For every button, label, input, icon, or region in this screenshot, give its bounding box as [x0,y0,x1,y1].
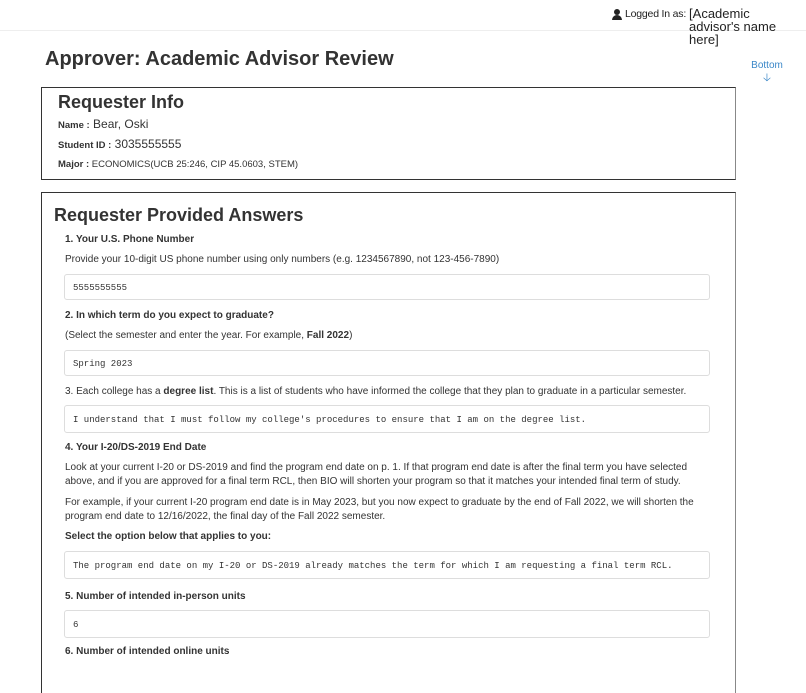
name-row [58,117,148,131]
student-id-value: 3035555555 [114,137,182,151]
q5-in-person-units-field[interactable]: 6 [64,610,710,638]
bottom-link-label: Bottom [751,60,783,71]
name-label: Name : [58,120,90,131]
major-value: ECONOMICS(UCB 25:246, CIP 45.0603, STEM) [91,159,299,170]
arrow-down-icon: 🡣 [763,72,771,84]
name-value: Bear, Oski [93,117,149,131]
q2-term-field[interactable]: Spring 2023 [64,350,710,376]
q4-para2: For example, if your current I-20 program end date is in May 2023, but you now expect to graduate by the end of Fall 2022, we will shorten the program end date to 12/16/2022, the final day of the Fall 2022 semester. [65,497,694,522]
q3-title-suffix: . This is a list of students who have informed the college that they plan to graduate in a particular semester. [213,386,687,397]
q2-help-bold: Fall 2022 [306,330,350,341]
requester-info-heading: Requester Info [58,92,185,112]
q1-help: Provide your 10-digit US phone number using only numbers (e.g. 1234567890, not 123-456-7890) [65,254,500,265]
q2-help [65,330,352,341]
q4-title: 4. Your I-20/DS-2019 End Date [65,442,207,453]
page-title: Approver: Academic Advisor Review [45,48,394,70]
answers-heading: Requester Provided Answers [54,205,304,225]
q4-select-label: Select the option below that applies to you: [65,531,272,542]
q3-title [65,386,686,397]
student-id-row [58,137,181,151]
requester-info-panel [41,87,736,180]
major-row [58,159,298,170]
q2-title: 2. In which term do you expect to graduate? [65,310,274,321]
q3-title-prefix: 3. Each college has a [65,386,164,397]
q4-end-date-field[interactable]: The program end date on my I-20 or DS-2019 already matches the term for which I am requesting a final term RCL. [64,551,710,579]
q3-title-bold: degree list [163,386,214,397]
q1-phone-field[interactable]: 5555555555 [64,274,710,300]
major-label: Major : [58,159,90,170]
q2-help-prefix: (Select the semester and enter the year. For example, [65,330,307,341]
bottom-link[interactable] [751,60,783,83]
logged-in-indicator [612,8,799,46]
q6-title: 6. Number of intended online units [65,646,230,657]
logged-in-label: Logged In as: [625,8,687,20]
q5-title: 5. Number of intended in-person units [65,591,246,602]
student-id-label: Student ID : [58,140,112,151]
user-name: [Academic advisor's name here] [689,6,777,47]
q1-title: 1. Your U.S. Phone Number [65,234,195,245]
requester-answers-panel [41,192,736,693]
q4-para1: Look at your current I-20 or DS-2019 and find the program end date on p. 1. If that program end date is after the final term you have selected above, and if you are approved for a final term RCL, then BIO will shorten your program so that it matches your intended final term of study. [65,462,688,487]
q3-degree-list-field[interactable]: I understand that I must follow my college's procedures to ensure that I am on the degree list. [64,405,710,433]
q2-help-suffix: ) [349,330,353,341]
user-icon [612,9,622,20]
